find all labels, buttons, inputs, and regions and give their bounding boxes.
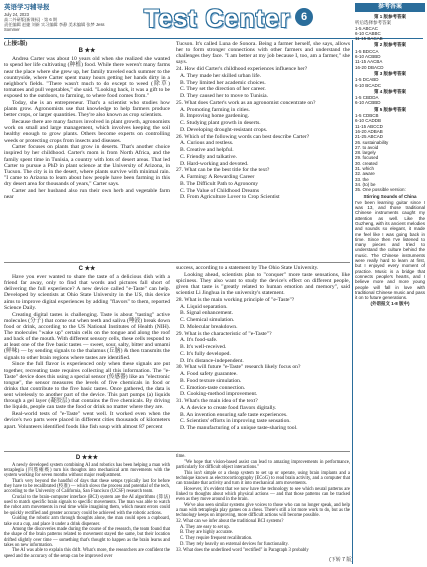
option: B. It's well-received. [180, 344, 227, 351]
key-line: 6-10 BCADC [355, 82, 382, 88]
section-b-heading: B ★★ [78, 48, 96, 55]
option: D. From Agriculture Lover to Crop Scientist [180, 194, 280, 201]
question-30 [176, 364, 350, 397]
answer-key-header: 参考答案 [355, 3, 425, 12]
key-line: 1-5 BDCCA [355, 48, 379, 54]
key-line: 1-5 ABCAC [355, 25, 379, 31]
option: A. They are easy to set up. [180, 524, 230, 530]
option: B. An invention ensuring safe taste experiences. [180, 411, 288, 418]
option: D. It's distance-independent. [180, 357, 244, 364]
key-line: 1-5 DCABD [355, 77, 379, 83]
question-27 [176, 167, 350, 200]
paragraph: Guiding the robotic arm through thoughts alone, the man could open a cupboard, take out a cup, and place it under a drink dispenser. [4, 516, 170, 527]
key-block-title: 第 4 版参考答案 [373, 88, 406, 94]
key-block [355, 14, 425, 41]
question-text: 27. What can be the best title for the text? [176, 167, 270, 174]
key-block [355, 89, 425, 106]
option: D. Developing drought-resistant crops. [180, 126, 268, 133]
paragraph: Since the full flavor is experienced only when these signals are put together, recreating taste requires collecting all this information. The "e-Taste" device does this using a special sensor (传感器) like an "electronic tongue", the sensor measures the levels of five chemicals in food or drinks that contribute to the five basic tastes. Once gathered, the data is sent wirelessly to another part of the device. This part pumps (a) liquids through a gel layer (凝胶层) that contains the five chemicals. By driving the liquids, people can taste the food or drink no matter where they are. [4, 361, 170, 411]
passage-d-left [4, 463, 170, 559]
paper-name: 英语学习辅导报 [4, 4, 50, 11]
option: C. Scientists' efforts in improving taste sensation. [180, 418, 291, 425]
key-line: 1-5 CBDDA [355, 95, 379, 101]
key-line: 听后选择参考答案 [355, 20, 391, 26]
paragraph: Among the discoveries made during the course of the research, the team found that the shape of the brain patterns related to movement stayed the same, but their location drifted slightly over time — something that's thought to happen as the brain learns and takes on new information. [4, 527, 170, 548]
page-number-badge: 6 [295, 8, 313, 26]
paragraph: Have you ever wanted to share the taste of a delicious dish with a friend far away, only to find that words and pictures fall short of delivering the full experience? A new device called "e-Taste" can help. Developed by scientists at Ohio State University in the US, this device aims to improve digital experiences by adding "flavors" to them, reported Science Daily. [4, 274, 170, 311]
paragraph: Carter and her husband also run their own herb and vegetable farm near [4, 187, 170, 201]
key-line: 27. to avoid [355, 144, 379, 150]
paragraph: We've also seen similar systems give voices to those who can no longer speak, and help a man with tetraplegia play games on a chess. There's still a lot more work to do, but as the technology keeps on improving, more difficult actions will become possible. [176, 502, 350, 519]
question-28 [176, 297, 350, 330]
paragraph: The AI was able to explain this drift. What's more, the researchers are confident the speed and the accuracy of the setup can be improved over [4, 548, 170, 559]
key-block-title: 第 3 版参考答案 [373, 70, 406, 76]
key-line: 11-15 BACAB [355, 36, 383, 42]
paragraph: Crucial to the brain-computer interface (BCI) system are the AI algorithms (算法) used to match specific brain signals to specific movements. The man was able to watch the robot arm movements in real time while imagining them, which meant errors could be quickly rectified and greater accuracy could be achieved with the robotic actions. [4, 495, 170, 516]
editors: 责任编辑 赵捷 刘新 实习编辑 李静 美术编辑 张梦 Jess Sommer [4, 22, 105, 32]
paragraph: "We hope that vision-based assist can lead to amazing improvements in performance, particularly for difficult object interactions." [176, 459, 350, 470]
key-line: 21-25 ABCAD [355, 134, 384, 140]
key-block-title: 第 1 版参考答案 [373, 14, 406, 19]
option: C. They set the direction of her career. [180, 86, 266, 93]
option: C. Friendly and talkative. [180, 153, 238, 160]
question-text: 29. What is the characteristic of "e-Taste"? [176, 330, 272, 337]
paragraph: A newly developed system combining AI and robotics has been helping a man with tetraplegia (四肢瘫痪) turn his thoughts into mechanical arm movements with the system working for seven months without major readjustment. [4, 463, 170, 479]
option: B. Creative and helpful. [180, 147, 234, 154]
option: C. The Value of Childhood Dreams [180, 187, 260, 194]
key-block-title: 第 2 版参考答案 [373, 42, 406, 48]
option: A. A device to create food flavors digitally. [180, 404, 277, 411]
option: D. The manufacturing of a unique taste-sharing tool. [180, 425, 298, 432]
paragraph: This isn't simple or a cheap system to set up or operate, using brain implants and a technique known as electrocorticography (ECoG) to read brain activity, and a computer that can translate that activity and turn it into mechanical arm movements. [176, 470, 350, 486]
question-25 [176, 100, 350, 133]
question-text: 33. What does the underlined word "rectified" in Paragraph 3 probably [176, 547, 309, 553]
key-line: 11-15 ABCCD [355, 123, 383, 129]
key-line: 31. which [355, 166, 375, 172]
issue-date: July 24, 2023 [4, 12, 29, 17]
passage-b-left [4, 41, 170, 201]
key-line: 6-10 CABBC [355, 30, 381, 36]
option: D. Molecular breakdown. [180, 323, 238, 330]
divider [4, 451, 350, 452]
passage-c-left [4, 274, 170, 430]
key-line: 34. (to) be [355, 181, 376, 187]
answer-key [355, 3, 425, 565]
key-line: 32. aware [355, 171, 375, 177]
paragraph: Creating digital tastes is challenging. Taste is about "tasting" active molecules (分子) that come out when teeth and saliva (唾液) break down food or drink, according to the US National Institutes of Health (NIH). The molecules "wake up" certain cells on the tongue and along the roof and back of the mouth. With different sensory cells, these cells respond to at least one of the five basic tastes — sweet, sour, salty, bitter and umami (鲜味) — by sending signals to the thalamus (丘脑) & then transmits the signals to other brain regions where tastes are identified. [4, 311, 170, 361]
option: D. Hard-working and devoted. [180, 160, 249, 167]
option: C. It's fully developed. [180, 350, 231, 357]
key-line: 16-20 DBACD [355, 64, 384, 70]
column-divider [352, 40, 353, 564]
option: C. Chemical simulation. [180, 317, 235, 324]
key-line: 1-5 CDBCB [355, 113, 379, 119]
continued-label: (上接5版) [4, 41, 28, 47]
masthead-info [4, 4, 114, 32]
key-line: 6-10 ACBBD [355, 54, 381, 60]
question-text: 31. What's the main idea of the text? [176, 398, 258, 405]
question-31 [176, 398, 350, 431]
passage-c-right [176, 265, 350, 432]
essay-title: Stirring Sounds of China [363, 193, 417, 199]
answer-key-footer: (外语报文 1-8 版中) [370, 301, 410, 307]
paragraph: Tucson. It's called Luna de Sonora. Being a farmer herself, she says, allows her to form stronger connections with other farmers and understand the challenges they face. "I am better at my job because I, too, am a farmer," she says. [176, 41, 350, 66]
key-line: 11-15 AACBA [355, 59, 383, 65]
passage-d-right [176, 454, 350, 553]
key-line: 35. One possible version: [355, 187, 406, 193]
option: C. Studying plant growth in deserts. [180, 120, 261, 127]
key-line: 30. created [355, 160, 378, 166]
key-line: 6-10 ACBBD [355, 100, 381, 106]
key-line: 26. sustainability [355, 139, 389, 145]
key-block-title: 第 5 版参考答案 [373, 106, 406, 112]
option: B. Food texture simulation. [180, 377, 242, 384]
key-line: 6-10 CADDB [355, 118, 382, 124]
option: C. Emotion-taste connection. [180, 384, 246, 391]
key-block [355, 107, 425, 193]
paragraph: time. [176, 454, 186, 459]
question-text: 25. What does Carter's work as an agronomist concentrate on? [176, 99, 316, 106]
paragraph: success, according to a statement by The Ohio State University. [176, 265, 319, 271]
edition: 高二外研版(新课标) · 第 6 期 [4, 17, 58, 22]
paragraph: Real-world tests of "e-Taste" went well. It worked even when the device's two parts were placed in different cities thousands of kilometers apart. Volunteers identified foods like fish soup with almost 87 percent [4, 411, 170, 430]
paragraph: Andrea Carter was about 10 years old when she realized she wanted to spend her life cultivating (种植) food. While there weren't many farms near the place where she grew up, her family traveled each summer to the countryside, where Carter spent many hours getting her hands dirty in a neighbor's fields. "There wasn't much to do except to weed (除草) tomatoes and pull vegetables," she said. "Looking back, it was a gift to be exposed to the outdoors, to farming, to where food comes from." [4, 56, 170, 100]
option: A. Promoting farming in cities. [180, 106, 250, 113]
option: B. The Difficult Path to Agronomy [180, 180, 259, 187]
question-text: 28. What is the main working principle of "e-Taste"? [176, 296, 295, 303]
paragraph: However, it's evident that we now have the technology to see which neural patterns are linked to thoughts about which physical actions — and that those patterns can be tracked even as they move around in the brain. [176, 486, 350, 503]
key-block [355, 42, 425, 69]
option: A. Liquid separation. [180, 303, 228, 310]
option: A. They made her skilled urban life. [180, 72, 261, 79]
question-32 [176, 519, 350, 547]
option: A. Farming: A Rewarding Career [180, 174, 255, 181]
paragraph: Because there are many factors involved in plant growth, agronomists work on small and large management, which involves keeping the soil healthy enough to grow plants. Others become experts on controlling weeds or protecting crops from insects and diseases. [4, 119, 170, 144]
page-title: Test Center [144, 5, 291, 33]
question-26 [176, 134, 350, 167]
paragraph: Looking ahead, scientists plan to "conquer" more taste sensations, like spiciness. They also want to study the device's effect on different people, given that taste is "greatly related to human emotion and memory", said scientist Li Jinghua in the university's statement. [176, 271, 350, 297]
option: B. Improving home gardening. [180, 113, 250, 120]
option: D. Cooking-method improvement. [180, 391, 258, 398]
key-line: 33. the [355, 176, 369, 182]
option: D. They rely heavily on external devices for functionality. [180, 541, 289, 547]
option: A. Food safety guarantee. [180, 371, 238, 378]
option: D. They caused her to move to Tunisia. [180, 93, 268, 100]
paragraph: That's very beyond the handful of days that these setups typically last for before they have to be recalibrated (校准) — which slows the process and potential of the tech, according to the University of California, San Francisco (UCSF) research team. [4, 479, 170, 495]
option: A. It's food-safe. [180, 337, 218, 344]
divider [4, 262, 350, 263]
continued-footer: (下转 7 版) [329, 557, 353, 563]
key-line: 16-20 ADBAB [355, 128, 383, 134]
option: A. Curious and restless. [180, 140, 234, 147]
question-29 [176, 331, 350, 364]
paragraph: Today, she is an entrepreneur. That's a scientist who studies how plants grow. Agronomists use that knowledge to help farmers produce better crops, or larger quantities. They're also known as crop scientists. [4, 100, 170, 119]
question-text: 32. What can we infer about the traditional BCI systems? [176, 518, 284, 524]
option: C. They require frequent recalibration. [180, 536, 253, 542]
question-text: 26. Which of the following words can best describe Carter? [176, 133, 310, 140]
question-text: 24. How did Carter's childhood experiences influence her? [176, 66, 308, 73]
passage-b-right [176, 41, 350, 201]
option: B. They are highly accurate. [180, 530, 234, 536]
essay-text: I've been learning guitar since I was 13, and those traditional Chinese instruments caught my attention as well. Like the Guzheng, with its ancient melodies and sounds so elegant, it made me feel like I was going back in time. Since then I've listened to many pieces and tried to understand the culture behind the music. The Chinese instruments were really hard to learn at first, but I enjoyed every moment of practice. Music is a bridge that connects people's hearts, and I believe more and more young people will fall in love with traditional Chinese music and pass it on to future generations. [355, 199, 425, 301]
key-line: 28. largely [355, 150, 376, 156]
section-d-heading: D ★★★ [75, 455, 99, 461]
key-line: 29. focused [355, 155, 379, 161]
option: B. They limited her academic choices. [180, 79, 266, 86]
section-c-heading: C ★★ [78, 266, 96, 272]
key-block [355, 71, 425, 88]
question-24 [176, 66, 350, 99]
option: B. Signal enhancement. [180, 310, 234, 317]
question-text: 30. What will future "e-Taste" research likely focus on? [176, 364, 301, 371]
paragraph: Carter focuses on plants that grow in deserts. That's another choice inspired by her childhood. Carter's mom is from North Africa, and the family spent time in Tunisia, a country with lots of desert areas. That led Carter to pursue a PhD in plant science at the University of Arizona, in Tucson. The city is in the desert, where plants survive with minimal rain. "I came to Arizona to learn about how people have been farming in this dry desert area for thousands of years," Carter says. [4, 144, 170, 188]
